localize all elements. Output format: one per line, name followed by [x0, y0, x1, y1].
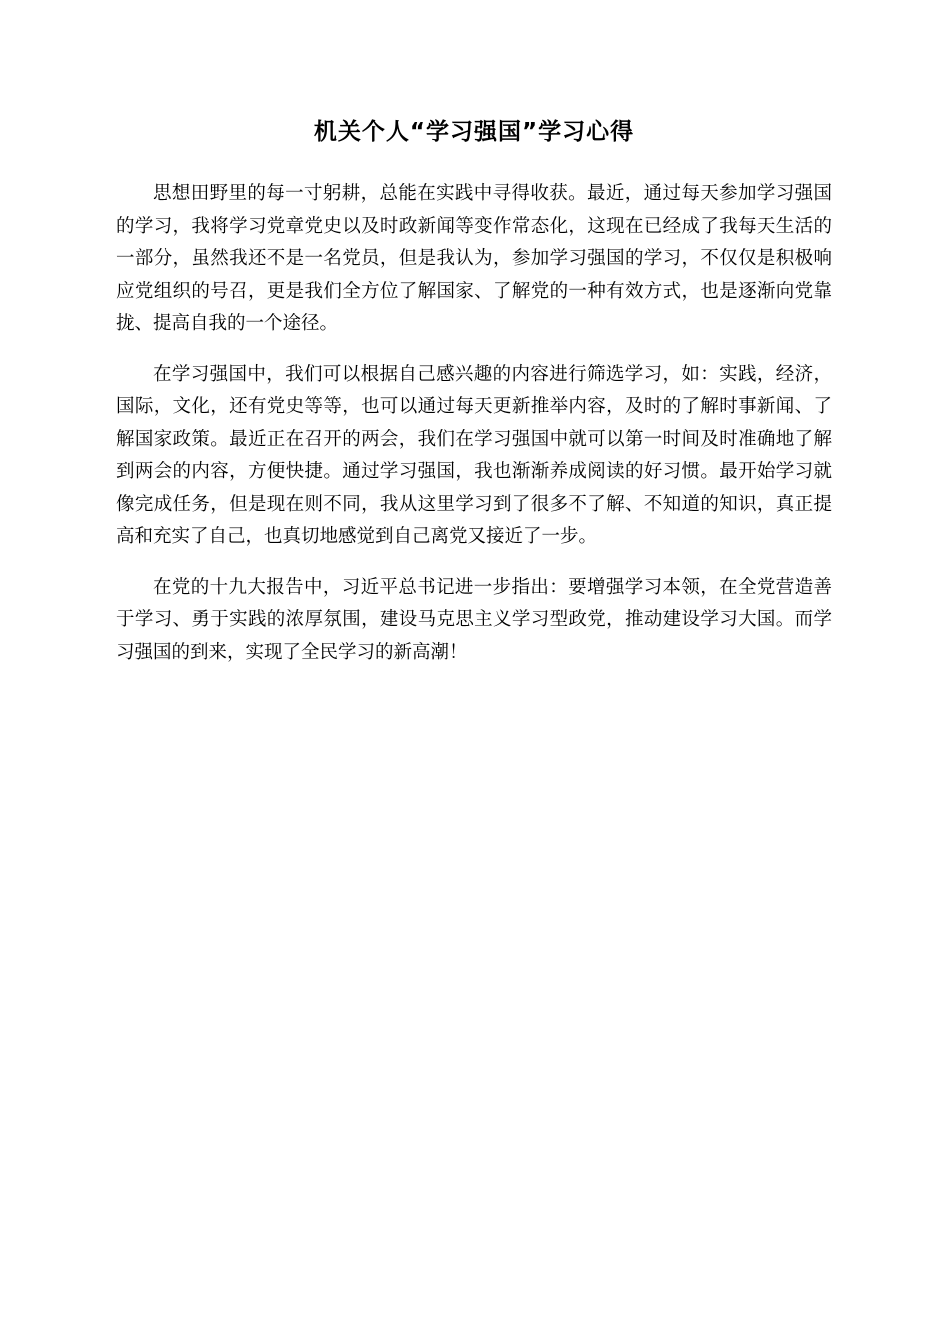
- paragraph-3: 在党的十九大报告中，习近平总书记进一步指出：要增强学习本领，在全党营造善于学习、勇于实践的浓厚氛围，建设马克思主义学习型政党，推动建设学习大国。而学习强国的到来，实现了全民学习的新高潮！: [116, 576, 832, 663]
- paragraph-2: 在学习强国中，我们可以根据自己感兴趣的内容进行筛选学习，如：实践，经济，国际，文化，还有党史等等，也可以通过每天更新推举内容，及时的了解时事新闻、了解国家政策。最近正在召开的两会，我们在学习强国中就可以第一时间及时准确地了解到两会的内容，方便快捷。通过学习强国，我也渐渐养成阅读的好习惯。最开始学习就像完成任务，但是现在则不同，我从这里学习到了很多不了解、不知道的知识，真正提高和充实了自己，也真切地感觉到自己离党又接近了一步。: [116, 363, 832, 547]
- paragraph-1: 思想田野里的每一寸躬耕，总能在实践中寻得收获。最近，通过每天参加学习强国的学习，我将学习党章党史以及时政新闻等变作常态化，这现在已经成了我每天生活的一部分，虽然我还不是一名党员，但是我认为，参加学习强国的学习，不仅仅是积极响应党组织的号召，更是我们全方位了解国家、了解党的一种有效方式，也是逐渐向党靠拢、提高自我的一个途径。: [116, 183, 832, 334]
- document-title: 机关个人“学习强国”学习心得: [313, 119, 635, 145]
